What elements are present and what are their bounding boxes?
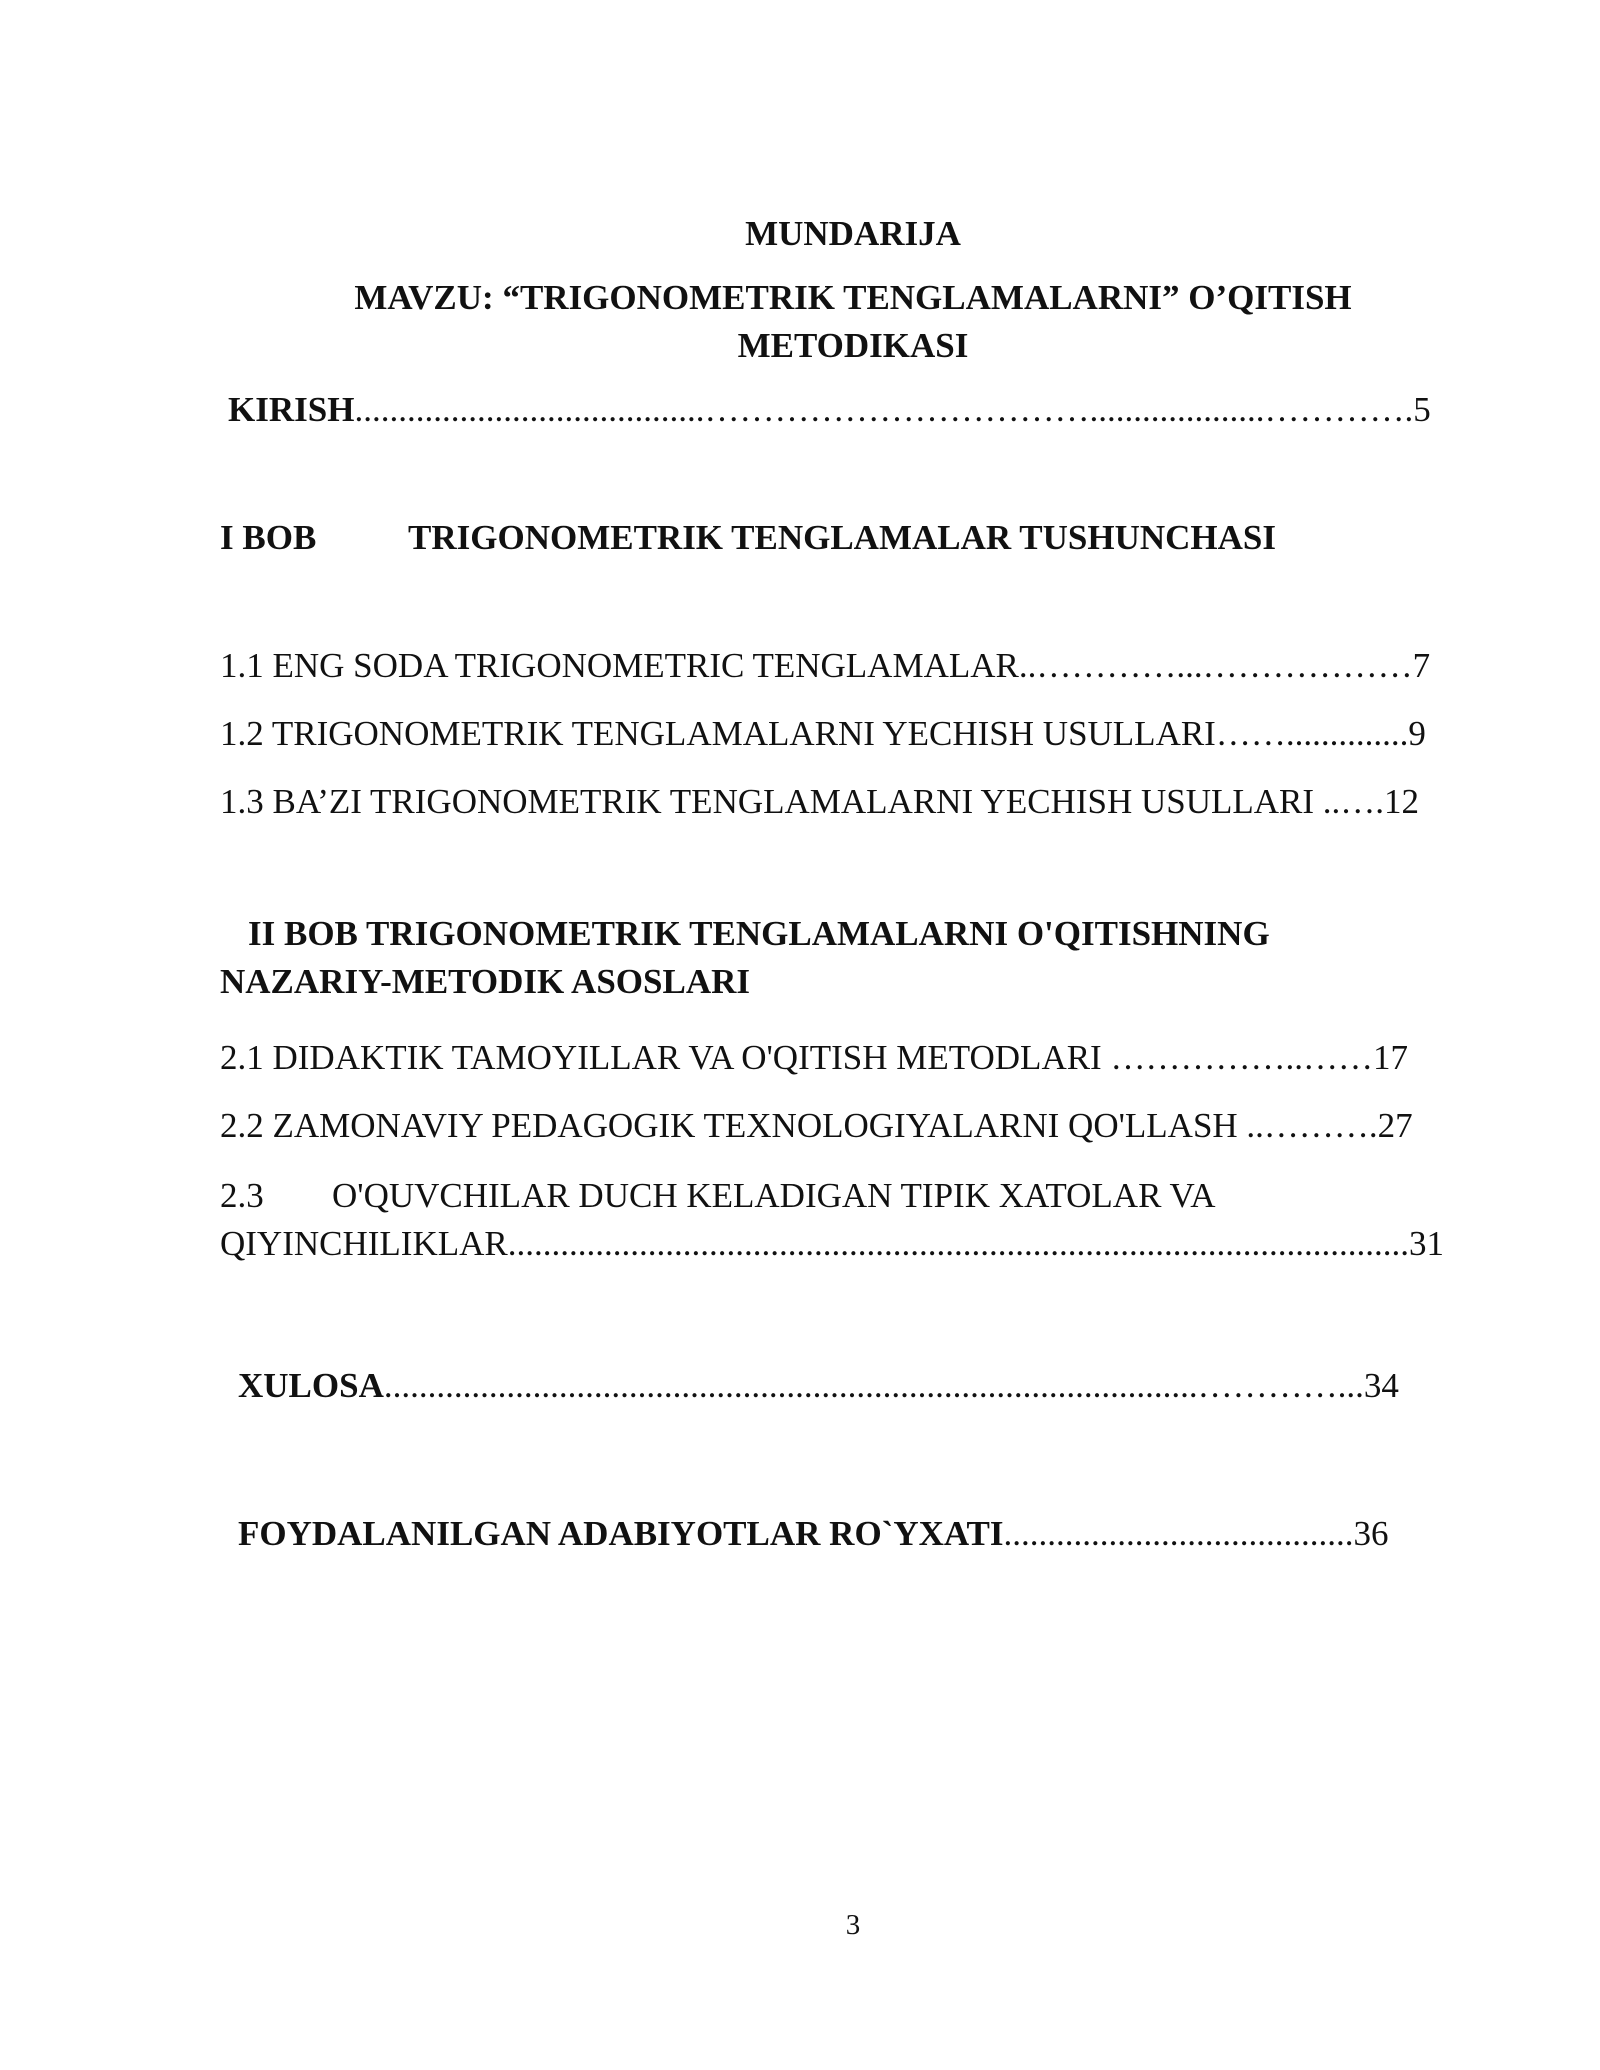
contents-heading: MUNDARIJA [745, 214, 961, 253]
chapter2-title-line2: NAZARIY-METODIK ASOSLARI [220, 962, 750, 1001]
chapter1-number: I BOB [220, 518, 317, 557]
toc-intro-label: KIRISH [228, 390, 355, 429]
toc-entry-1-3: 1.3 BA’ZI TRIGONOMETRIK TENGLAMALARNI YECHISH USULLARI ..….12 [220, 782, 1420, 821]
toc-references-page: 36 [1353, 1514, 1389, 1553]
toc-entry-2-1: 2.1 DIDAKTIK TAMOYILLAR VA O'QITISH METODLARI ……………..……17 [220, 1038, 1408, 1077]
topic-title-line2: METODIKASI [737, 326, 969, 365]
toc-entry-1-2: 1.2 TRIGONOMETRIK TENGLAMALARNI YECHISH USULLARI……..............9 [220, 714, 1426, 753]
toc-intro-leader: ........................................……………………………....................………… [354, 390, 1405, 429]
toc-entry-2-2: 2.2 ZAMONAVIY PEDAGOGIK TEXNOLOGIYALARNI QO'LLASH ..……….27 [220, 1106, 1413, 1145]
toc-conclusion-label: XULOSA [238, 1366, 384, 1405]
toc-intro-page: .5 [1404, 390, 1431, 429]
chapter2-title-line1: II BOB TRIGONOMETRIK TENGLAMALARNI O'QITISHNING [248, 914, 1270, 953]
toc-conclusion-page: 34 [1363, 1366, 1399, 1405]
page-number: 3 [845, 1909, 861, 1941]
toc-entry-2-3-line2: QIYINCHILIKLAR.......................................................................................................31 [220, 1224, 1444, 1263]
toc-references-leader: ........................................ [1003, 1514, 1354, 1553]
toc-entry-2-3-line1: O'QUVCHILAR DUCH KELADIGAN TIPIK XATOLAR VA [332, 1176, 1216, 1215]
toc-references-label: FOYDALANILGAN ADABIYOTLAR RO`YXATI [238, 1514, 1004, 1553]
toc-entry-2-3-number: 2.3 [220, 1176, 264, 1215]
toc-entry-1-1: 1.1 ENG SODA TRIGONOMETRIC TENGLAMALAR..…………...………………7 [220, 646, 1431, 685]
chapter1-title: TRIGONOMETRIK TENGLAMALAR TUSHUNCHASI [408, 518, 1277, 557]
toc-conclusion-leader: .............................................................................................…………... [383, 1366, 1364, 1405]
toc-entry-references [238, 1510, 1389, 1558]
toc-entry-conclusion [238, 1362, 1399, 1410]
topic-title-line1: MAVZU: “TRIGONOMETRIK TENGLAMALARNI” O’QITISH [354, 278, 1352, 317]
toc-entry-intro [228, 386, 1431, 434]
